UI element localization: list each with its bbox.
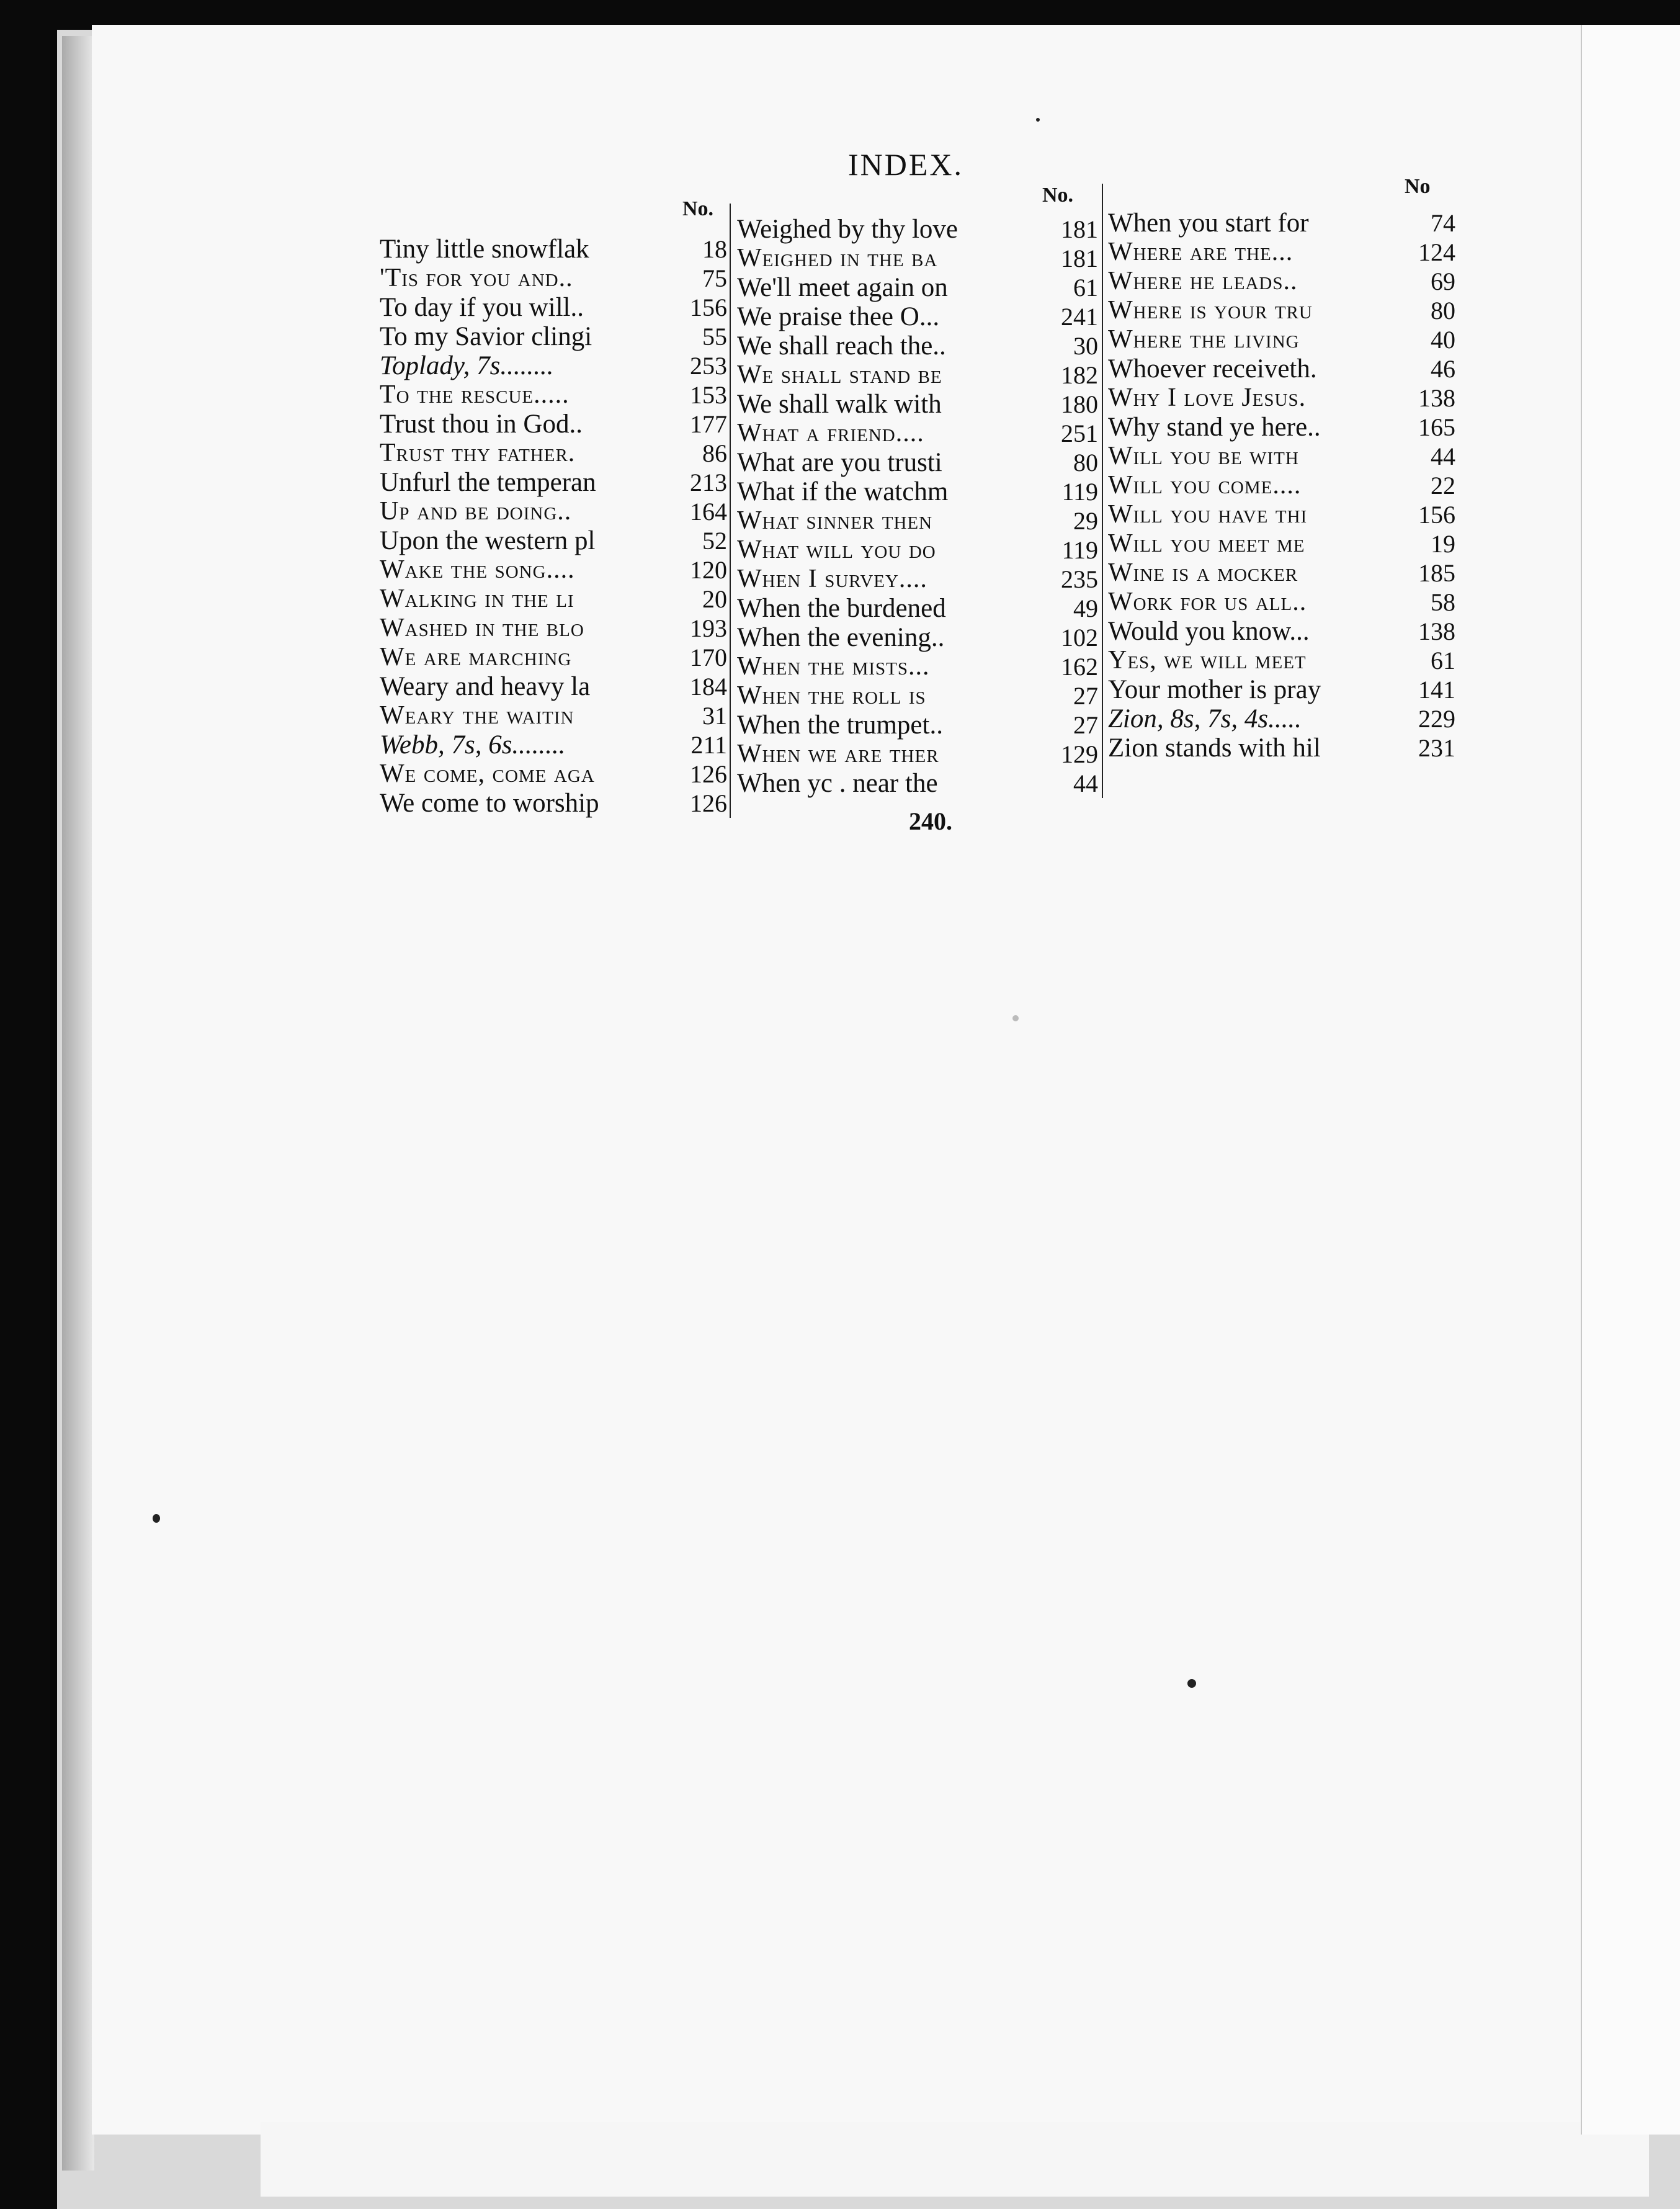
entry-title: Trust thou in God..: [380, 410, 583, 439]
entry-number: 177: [690, 410, 727, 438]
index-heading: INDEX.: [847, 147, 964, 182]
entry-title: Work for us all..: [1108, 588, 1307, 616]
entry-number: 44: [1431, 442, 1455, 470]
entry-title: Where are the...: [1108, 238, 1294, 266]
entry-title: Trust thy father.: [380, 439, 576, 467]
entry-title: When the burdened: [737, 594, 946, 623]
scan-speck: [153, 1514, 160, 1523]
index-entry: [737, 302, 1098, 331]
entry-number: 40: [1431, 326, 1455, 354]
index-entry: [380, 701, 727, 730]
index-entry: [380, 264, 727, 293]
index-entry: [737, 740, 1098, 769]
entry-title: To the rescue.....: [380, 380, 570, 409]
index-entry: [1108, 704, 1455, 733]
entry-title: When the mists...: [737, 652, 930, 681]
entry-number: 49: [1073, 594, 1098, 622]
index-entry: [380, 643, 727, 672]
entry-title: Unfurl the temperan: [380, 468, 596, 497]
index-entry: [380, 235, 727, 264]
index-entry: [737, 215, 1098, 244]
index-entry: [737, 681, 1098, 710]
entry-number: 29: [1073, 507, 1098, 535]
entry-number: 18: [702, 235, 727, 263]
scan-speck: [1036, 118, 1040, 122]
entry-number: 156: [690, 293, 727, 321]
entry-title: We shall stand be: [737, 361, 942, 389]
entry-title: Weary and heavy la: [380, 672, 591, 701]
index-entry: [737, 535, 1098, 565]
entry-title: Why stand ye here..: [1108, 413, 1321, 442]
entry-number: 138: [1418, 384, 1455, 412]
index-entry: [1108, 325, 1455, 354]
index-entry: [1108, 354, 1455, 383]
entry-title: We are marching: [380, 643, 572, 671]
entry-title: Upon the western pl: [380, 526, 596, 555]
entry-number: 126: [690, 760, 727, 788]
entry-title: Wake the song....: [380, 555, 575, 584]
entry-title: What a friend....: [737, 419, 924, 447]
entry-title: When we are ther: [737, 740, 939, 768]
index-entry: [380, 351, 727, 380]
entry-title: When the evening..: [737, 623, 945, 652]
entry-number: 156: [1418, 501, 1455, 529]
column-header-no: No.: [682, 197, 714, 220]
entry-title: Where the living: [1108, 325, 1300, 354]
index-entry: [380, 497, 727, 526]
entry-number: 235: [1061, 565, 1098, 593]
entry-number: 75: [702, 264, 727, 292]
index-entry: [1108, 588, 1455, 617]
index-entry: [1108, 675, 1455, 704]
entry-title: Will you meet me: [1108, 529, 1305, 558]
entry-title: We'll meet again on: [737, 273, 948, 302]
index-entry: [737, 419, 1098, 448]
index-entry: [380, 410, 727, 439]
entry-number: 129: [1061, 740, 1098, 768]
index-entry: [380, 526, 727, 555]
entry-title: Weighed in the ba: [737, 244, 938, 272]
entry-number: 211: [690, 731, 727, 759]
index-entry: [380, 585, 727, 614]
column-header-no: No: [1405, 175, 1431, 198]
column-divider: [730, 204, 731, 818]
index-entry: [380, 439, 727, 468]
entry-number: 80: [1073, 449, 1098, 477]
entry-number: 52: [702, 527, 727, 555]
entry-number: 30: [1073, 332, 1098, 360]
entry-number: 162: [1061, 653, 1098, 681]
entry-number: 182: [1061, 361, 1098, 389]
index-entry: [737, 273, 1098, 302]
entry-title: When I survey....: [737, 565, 927, 593]
entry-number: 20: [702, 585, 727, 613]
entry-title: Wine is a mocker: [1108, 558, 1298, 587]
entry-number: 253: [690, 352, 727, 380]
entry-number: 44: [1073, 769, 1098, 797]
index-entry: [737, 652, 1098, 681]
index-entry: [1108, 733, 1455, 763]
page-stack-edge: [62, 36, 94, 2171]
index-entry: [1108, 471, 1455, 500]
entry-number: 181: [1061, 244, 1098, 272]
index-entry: [737, 448, 1098, 477]
index-entry: [380, 759, 727, 789]
index-entry-list: [380, 235, 727, 818]
entry-number: 231: [1418, 734, 1455, 762]
entry-number: 185: [1418, 559, 1455, 587]
entry-number: 170: [690, 643, 727, 671]
entry-number: 74: [1431, 209, 1455, 237]
index-entry: [1108, 383, 1455, 413]
entry-title: We shall walk with: [737, 390, 942, 419]
index-entry: [380, 322, 727, 351]
index-entry: [1108, 296, 1455, 325]
entry-title: Where is your tru: [1108, 296, 1313, 325]
index-entry: [380, 555, 727, 585]
entry-title: 'Tis for you and..: [380, 264, 573, 292]
entry-number: 61: [1431, 647, 1455, 674]
entry-number: 141: [1418, 676, 1455, 704]
index-entry: [737, 331, 1098, 361]
entry-number: 19: [1431, 530, 1455, 558]
index-entry: [737, 769, 1098, 798]
entry-title: What are you trusti: [737, 448, 942, 477]
entry-title: Up and be doing..: [380, 497, 572, 526]
entry-number: 138: [1418, 617, 1455, 645]
entry-title: Washed in the blo: [380, 614, 584, 642]
index-entry: [380, 614, 727, 643]
index-entry: [380, 672, 727, 701]
index-entry: [1108, 646, 1455, 675]
entry-number: 193: [690, 614, 727, 642]
entry-title: Will you be with: [1108, 442, 1299, 470]
index-entry: [1108, 208, 1455, 238]
entry-title: Tiny little snowflak: [380, 235, 589, 264]
index-entry: [380, 730, 727, 759]
page-number: 240.: [909, 807, 952, 835]
entry-title: When yc . near the: [737, 769, 938, 798]
entry-number: 46: [1431, 355, 1455, 383]
entry-title: Why I love Jesus.: [1108, 383, 1307, 412]
entry-number: 80: [1431, 297, 1455, 325]
entry-title: Toplady, 7s........: [380, 351, 554, 380]
index-entry: [737, 390, 1098, 419]
index-entry: [737, 594, 1098, 623]
entry-number: 86: [702, 439, 727, 467]
entry-title: Will you have thi: [1108, 500, 1308, 529]
index-entry: [1108, 267, 1455, 296]
entry-number: 55: [702, 323, 727, 351]
index-entry: [737, 565, 1098, 594]
entry-number: 164: [690, 498, 727, 526]
entry-title: What if the watchm: [737, 477, 949, 506]
book-page-bottom: [261, 2122, 1649, 2197]
index-entry: [1108, 413, 1455, 442]
index-entry: [1108, 617, 1455, 646]
entry-number: 153: [690, 381, 727, 409]
entry-number: 102: [1061, 624, 1098, 652]
entry-number: 241: [1061, 303, 1098, 331]
entry-number: 213: [690, 468, 727, 496]
index-entry: [1108, 558, 1455, 588]
index-entry: [737, 477, 1098, 506]
entry-title: Walking in the li: [380, 585, 574, 613]
entry-number: 69: [1431, 267, 1455, 295]
entry-number: 120: [690, 556, 727, 584]
index-entry: [380, 789, 727, 818]
entry-title: Zion, 8s, 7s, 4s.....: [1108, 704, 1302, 733]
entry-title: Webb, 7s, 6s........: [380, 730, 566, 759]
index-entry: [380, 293, 727, 322]
scan-speck: [1187, 1679, 1196, 1688]
index-entry: [737, 244, 1098, 273]
entry-title: Zion stands with hil: [1108, 733, 1321, 763]
entry-number: 61: [1073, 274, 1098, 302]
entry-title: Would you know...: [1108, 617, 1310, 646]
entry-number: 165: [1418, 413, 1455, 441]
entry-number: 119: [1061, 536, 1098, 564]
index-entry: [1108, 442, 1455, 471]
entry-title: What will you do: [737, 535, 936, 564]
entry-title: Weary the waitin: [380, 701, 574, 730]
index-entry: [1108, 529, 1455, 558]
entry-number: 126: [690, 789, 727, 817]
entry-title: When you start for: [1108, 208, 1309, 238]
index-entry: [1108, 500, 1455, 529]
entry-number: 229: [1418, 705, 1455, 733]
scan-speck: [1012, 1015, 1019, 1021]
index-entry: [737, 623, 1098, 652]
index-entry-list: [737, 215, 1098, 798]
entry-number: 181: [1061, 215, 1098, 243]
column-header-no: No.: [1042, 184, 1074, 207]
entry-title: We praise thee O...: [737, 302, 940, 331]
entry-title: To day if you will..: [380, 293, 584, 322]
index-entry: [380, 468, 727, 497]
entry-title: We come to worship: [380, 789, 599, 818]
index-entry: [737, 710, 1098, 740]
entry-number: 124: [1418, 238, 1455, 266]
entry-title: Will you come....: [1108, 471, 1302, 500]
entry-number: 31: [702, 702, 727, 730]
entry-title: Yes, we will meet: [1108, 646, 1307, 674]
index-entry: [737, 361, 1098, 390]
index-entry: [1108, 238, 1455, 267]
entry-number: 27: [1073, 682, 1098, 710]
entry-title: Your mother is pray: [1108, 675, 1321, 704]
entry-title: When the roll is: [737, 681, 926, 710]
entry-number: 184: [690, 673, 727, 701]
entry-number: 251: [1061, 419, 1098, 447]
entry-number: 27: [1073, 711, 1098, 739]
index-entry-list: [1108, 208, 1455, 763]
entry-title: Whoever receiveth.: [1108, 354, 1317, 383]
entry-number: 22: [1431, 472, 1455, 500]
entry-title: Weighed by thy love: [737, 215, 958, 244]
index-entry: [380, 380, 727, 410]
entry-title: We shall reach the..: [737, 331, 946, 361]
adjacent-page-edge: [1581, 25, 1680, 2135]
entry-title: When the trumpet..: [737, 710, 943, 740]
column-divider: [1102, 184, 1103, 798]
entry-title: To my Savior clingi: [380, 322, 592, 351]
index-entry: [737, 506, 1098, 535]
entry-title: Where he leads..: [1108, 267, 1298, 295]
entry-number: 119: [1061, 478, 1098, 506]
entry-number: 58: [1431, 588, 1455, 616]
entry-title: What sinner then: [737, 506, 933, 535]
entry-title: We come, come aga: [380, 759, 595, 788]
entry-number: 180: [1061, 390, 1098, 418]
